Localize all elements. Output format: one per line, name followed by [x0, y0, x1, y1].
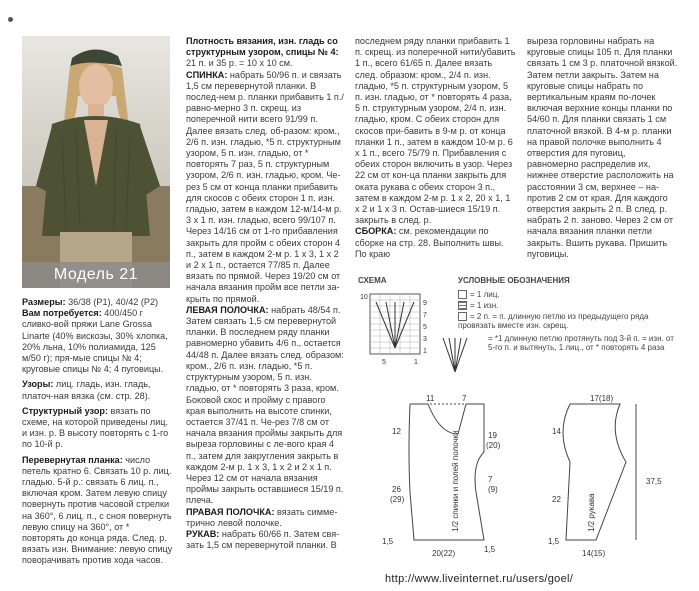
back-value: набрать 50/96 п. и связать 1,5 см перевернутой планки. В послед-нем р. планки прибавить 1 п./равно-мерно 3 п. скрещ. из поперечной нити всего 91/99 п. Далее вязать след. об-разом: кром., 2/6 п. изн. гладью, *5 п. структурным узором, 5 п. изн. гладью, от * повторять 7 раз, 5 п. структурным узором, 2/6 п. изн. гладью, кром. Че-рез 5 см от конца планки прибавить для скосов с обеих сторон 1 п. изн. гладью, затем в каждом 12-м/14-м р. 3 х 1 п. изн. гладью, всего 99/107 п. Через 14/16 см от 1-го прибавления закрыть для пройм с обеих сторон 4 п., затем в каждом 2-м р. 1 х 3, 1 х 2 и 2 х 1 п., остается 77/85 п. Далее вязать по прямой. Через 19/20 см от начала вязания пройм все петли за-крыть по прямой. — [186, 69, 344, 304]
front-bottom: 20(22) — [432, 549, 456, 558]
pattern-drawing — [380, 392, 680, 562]
left-para — [186, 305, 346, 507]
scheme-title: СХЕМА — [358, 276, 387, 285]
column-sleeve-cont — [355, 36, 517, 260]
back-para — [186, 70, 346, 305]
front-left-top: 12 — [392, 427, 401, 436]
front-top1: 11 — [426, 394, 435, 403]
front-bottom-left: 1,5 — [382, 537, 394, 546]
legend-item-knit: = 1 лиц. — [458, 290, 500, 299]
scheme-col-5: 5 — [382, 359, 386, 366]
sleeve-bottom: 14(15) — [582, 549, 606, 558]
right-para — [186, 507, 346, 529]
materials-value: 400/450 г сливко-вой пряжи Lane Grossa Linarte (40% вискозы, 30% хлопка, 20% льна, 10% полиамида, 125 м/50 г); пря-мые спицы № 4; круговые спицы № 4; 4 пуговицы. — [22, 308, 168, 375]
front-left-mid: 26 — [392, 485, 401, 494]
scheme-chart — [356, 288, 436, 368]
materials-label: Вам потребуется: — [22, 308, 102, 319]
inverted-para — [22, 455, 174, 567]
sleeve-bottom-left: 1,5 — [548, 537, 560, 546]
assembly-label: СБОРКА: — [355, 226, 397, 237]
scheme-row-1: 1 — [423, 348, 427, 355]
model-photo-image — [22, 36, 170, 288]
right-label: ПРАВАЯ ПОЛОЧКА: — [186, 506, 275, 517]
sleeve-label: 1/2 рукава — [587, 493, 596, 532]
front-side1: 7 — [488, 475, 493, 484]
sleeve-para — [186, 529, 346, 551]
structure-label: Структурный узор: — [22, 405, 108, 416]
finishing-para: выреза горловины набрать на круговые спицы 105 п. Для планки связать 1 см 3 р. платочной вязкой. Затем петли закрыть. Затем на круговые спицы набрать по вертикальным краям по-лочек включая верхние концы планки по 54/60 п. Для планки связать 1 см платочной вязкой. В 4-м р. планки на правой полочке выполнить 4 отверстия для пуговиц, равномерно распределив их, нижнее отверстие расположить на расстоянии 3 см, верхнее – на-против 2 см от края. Для каждого отверстия закрыть 2 п. В след. р. набрать 2 п. заново. Через 2 см от начала вязания планки петли закрыть. Вшить рукава. Пришить пуговицы. — [527, 36, 678, 259]
model-photo — [22, 36, 170, 288]
sleeve-label: РУКАВ: — [186, 528, 220, 539]
sleeve-cont-para: последнем ряду планки прибавить 1 п. скрещ. из поперечной нити/убавить 1 п., всего 61/65 п. Далее вязать след. образом: кром., 2/4 п. изн. гладью, *5 п. структурным узором, 5 п. изн. гладью, от * повторять 4 раза, 5 п. структурным узором, 2/4 п. изн. гладью, кром. С обеих сторон для скосов при-бавить в 9-м р. от конца планки 1 п., затем в каждом 10-м р. 6 х 1 п., всего 75/79 п. Прибавления с обеих сторон включить в узор. Через 22 см от кон-ца планки закрыть для оката рукава с обеих сторон 3 п., затем в каждом 2-м р. 1 х 2, 20 х 1, 1 х 2 и 1 х 3 п. Остав-шиеся 15/19 п. закрыть в след. р. — [355, 36, 516, 226]
right-value: вязать симме-трично левой полочке. — [186, 506, 338, 528]
assembly-para — [355, 226, 517, 260]
density-label: Плотность вязания, изн. гладь со структурным узором, спицы № 4: — [186, 36, 339, 58]
scheme-col-1: 1 — [414, 359, 418, 366]
front-side2: (9) — [488, 485, 498, 494]
front-bottom-right: 1,5 — [484, 545, 496, 554]
scheme-row-7: 7 — [423, 312, 427, 319]
scheme-row-3: 3 — [423, 336, 427, 343]
footer-url: http://www.liveinternet.ru/users/goel/ — [385, 573, 574, 585]
cross-symbol-icon — [458, 312, 467, 321]
purl-symbol-icon — [458, 301, 467, 310]
sleeve-right: 37,5 — [646, 477, 662, 486]
sizes-label: Размеры: — [22, 297, 66, 307]
patterns-value: лиц. гладь, изн. гладь, платоч-ная вязка (см. стр. 28). — [22, 379, 151, 401]
column-materials — [22, 297, 174, 567]
sleeve-top: 17(18) — [590, 394, 614, 403]
patterns-label: Узоры: — [22, 379, 54, 390]
legend-item-cross: = 2 п. = п. длинную петлю из предыдущего ряда провязать вместе изн. скрещ. — [458, 312, 649, 331]
front-left-mid2: (29) — [390, 495, 405, 504]
scheme-row-5: 5 — [423, 324, 427, 331]
left-value: набрать 48/54 п. Затем связать 1,5 см перевернутой планки. В последнем ряду планки равномерно убавить 4/6 п., остается 44/48 п. Далее вязать след. образом: кром., 2/6 п. изн. гладью, *5 п. структурным узором, 5 п. изн. гладью, от * повторять 3 раза, кром. Боковой скос и пройму с правого края выполнить на высоте спинки, остается 37/41 п. Че-рез 7/8 см от начала вязания проймы закрыть для выреза горловины с ле-вого края 4 п., затем для закругления закрыть в каждом 2-м р. 1 х 3, 1 х 2 и 2 х 1 п. Через 12 см от начала вязания проймы закрыть оставшиеся 15/19 п. плеча. — [186, 304, 344, 506]
scheme-row-10: 10 — [360, 294, 368, 301]
long-loop-symbol-icon — [440, 334, 470, 374]
assembly-value: см. рекомендации по сборке на стр. 28. Выполнить швы. По краю — [355, 226, 504, 259]
model-caption: Модель 21 — [22, 262, 170, 288]
sizes-value: 36/38 (P1), 40/42 (P2) — [65, 297, 159, 307]
column-instructions — [186, 36, 346, 551]
patterns-para — [22, 379, 174, 401]
column-finishing — [527, 36, 679, 260]
density-para — [186, 36, 346, 70]
sleeve-value: набрать 60/66 п. Затем свя-зать 1,5 см перевернутой планки. В — [186, 528, 340, 551]
sleeve-left-mid: 22 — [552, 495, 561, 504]
materials-para — [22, 308, 174, 375]
density-value: 21 п. и 35 р. = 10 х 10 см. — [186, 58, 293, 69]
structure-para — [22, 406, 174, 451]
front-top2: 7 — [462, 394, 467, 403]
bullet-dot — [8, 17, 13, 22]
sleeve-left-top: 14 — [552, 427, 561, 436]
legend-item-long: = *1 длинную петлю протянуть под 3-й п. = изн. от 5-го п. и вытянуть, 1 лиц., от * повторять 4 раза — [488, 334, 674, 352]
sizes-para — [22, 297, 174, 308]
knit-symbol-icon — [458, 290, 467, 299]
front-label: 1/2 спинки и полей полочки — [451, 430, 460, 532]
inverted-label: Перевернутая планка: — [22, 454, 123, 465]
structure-value: вязать по схеме, на которой приведены лиц. и изн. р. В высоту повторять с 1-го по 10-й р. — [22, 405, 169, 450]
legend-item-purl: = 1 изн. — [458, 301, 498, 310]
front-right-top2: (20) — [486, 441, 501, 450]
scheme-row-9: 9 — [423, 300, 427, 307]
left-label: ЛЕВАЯ ПОЛОЧКА: — [186, 304, 269, 315]
legend-title: УСЛОВНЫЕ ОБОЗНАЧЕНИЯ — [458, 276, 570, 285]
front-right-top: 19 — [488, 431, 497, 440]
back-label: СПИНКА: — [186, 69, 228, 80]
inverted-value: число петель кратно 6. Связать 10 р. лиц. гладью. 5-й р.: связать 6 лиц. п., включая кром. Затем левую спицу повернуть против часовой стрелки на 360°, 6 лиц. п., с сноя повернуть левую спицу на 360°, от * повторять до конца ряда. След. р. вязать изн. Внимание: левую спицу поворачивать против хода часов. — [22, 454, 173, 566]
